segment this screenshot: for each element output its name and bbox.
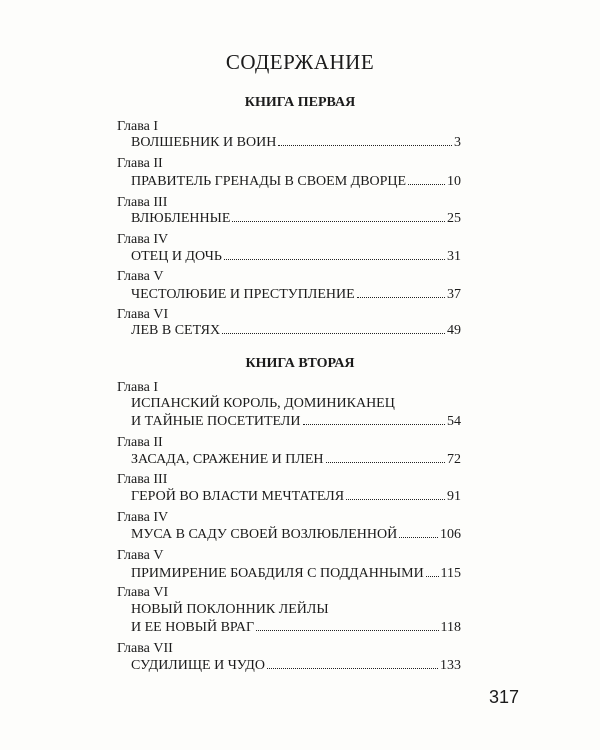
chapter-title-line: НОВЫЙ ПОКЛОННИК ЛЕЙЛЫ [131, 602, 329, 617]
toc-entry[interactable] [131, 489, 461, 505]
chapter-title: ЗАСАДА, СРАЖЕНИЕ И ПЛЕН [131, 452, 324, 467]
chapter-label: Глава VI [117, 307, 169, 322]
page-ref: 106 [440, 527, 461, 542]
chapter-title: И ЕЕ НОВЫЙ ВРАГ [131, 620, 255, 635]
dot-leader [222, 323, 445, 334]
dot-leader [357, 287, 445, 298]
page-ref: 72 [447, 452, 461, 467]
page-ref: 3 [454, 135, 461, 150]
toc-line [131, 452, 461, 468]
page-ref: 91 [447, 489, 461, 504]
dot-leader [346, 489, 445, 500]
chapter-title: СУДИЛИЩЕ И ЧУДО [131, 658, 265, 673]
chapter-label: Глава II [117, 435, 163, 450]
toc-line [131, 287, 461, 303]
toc-entry[interactable] [131, 658, 461, 674]
page-number: 317 [489, 687, 520, 707]
chapter-title-line: ИСПАНСКИЙ КОРОЛЬ, ДОМИНИКАНЕЦ [131, 396, 395, 411]
book-heading: КНИГА ПЕРВАЯ [244, 95, 356, 110]
page-ref: 10 [447, 174, 461, 189]
dot-leader [326, 452, 445, 463]
chapter-label: Глава III [117, 195, 168, 210]
chapter-label: Глава V [117, 548, 164, 563]
page-ref: 118 [440, 620, 461, 635]
chapter-title: ЛЕВ В СЕТЯХ [131, 323, 221, 338]
dot-leader [399, 527, 438, 538]
page-ref: 133 [440, 658, 461, 673]
contents-title: СОДЕРЖАНИЕ [225, 50, 375, 74]
toc-entry[interactable] [131, 211, 461, 227]
chapter-label: Глава I [117, 119, 159, 134]
chapter-title: ОТЕЦ И ДОЧЬ [131, 249, 222, 264]
page-ref: 25 [447, 211, 461, 226]
toc-entry[interactable] [131, 566, 461, 582]
toc-line [131, 211, 461, 227]
toc-entry[interactable] [131, 249, 461, 265]
chapter-label: Глава VII [117, 641, 173, 656]
chapter-label: Глава VI [117, 585, 169, 600]
chapter-title: ГЕРОЙ ВО ВЛАСТИ МЕЧТАТЕЛЯ [131, 489, 345, 504]
chapter-label: Глава III [117, 472, 168, 487]
chapter-label: Глава IV [117, 510, 169, 525]
page-ref: 37 [447, 287, 461, 302]
toc-entry[interactable] [131, 527, 461, 543]
dot-leader [256, 620, 438, 631]
toc-line [131, 135, 461, 151]
page-ref: 115 [440, 566, 461, 581]
page-ref: 31 [447, 249, 461, 264]
toc-line [131, 323, 461, 339]
book-heading: КНИГА ВТОРАЯ [245, 356, 355, 371]
toc-line [131, 602, 461, 618]
toc-line [131, 396, 461, 412]
dot-leader [426, 566, 439, 577]
toc-line [131, 414, 461, 430]
toc-line [131, 249, 461, 265]
dot-leader [303, 414, 445, 425]
chapter-title: ПРИМИРЕНИЕ БОАБДИЛЯ С ПОДДАННЫМИ [131, 566, 424, 581]
chapter-title: ЧЕСТОЛЮБИЕ И ПРЕСТУПЛЕНИЕ [131, 287, 355, 302]
toc-line [131, 174, 461, 190]
chapter-title: ПРАВИТЕЛЬ ГРЕНАДЫ В СВОЕМ ДВОРЦЕ [131, 174, 407, 189]
toc-entry[interactable] [131, 135, 461, 151]
dot-leader [232, 211, 445, 222]
chapter-label: Глава IV [117, 232, 169, 247]
toc-line [131, 527, 461, 543]
toc-entry[interactable] [131, 602, 461, 636]
chapter-title: И ТАЙНЫЕ ПОСЕТИТЕЛИ [131, 414, 301, 429]
toc-entry[interactable] [131, 396, 461, 430]
chapter-label: Глава I [117, 380, 159, 395]
toc-line [131, 566, 461, 582]
chapter-title: ВЛЮБЛЕННЫЕ [131, 211, 231, 226]
dot-leader [408, 174, 445, 185]
toc-line [131, 658, 461, 674]
toc-entry[interactable] [131, 452, 461, 468]
chapter-label: Глава V [117, 269, 164, 284]
chapter-title: МУСА В САДУ СВОЕЙ ВОЗЛЮБЛЕННОЙ [131, 527, 398, 542]
toc-line [131, 620, 461, 636]
dot-leader [224, 249, 445, 260]
chapter-title: ВОЛШЕБНИК И ВОИН [131, 135, 277, 150]
page-ref: 54 [447, 414, 461, 429]
page-ref: 49 [447, 323, 461, 338]
dot-leader [267, 658, 438, 669]
toc-entry[interactable] [131, 287, 461, 303]
toc-entry[interactable] [131, 323, 461, 339]
chapter-label: Глава II [117, 156, 163, 171]
dot-leader [278, 135, 452, 146]
toc-entry[interactable] [131, 174, 461, 190]
toc-line [131, 489, 461, 505]
